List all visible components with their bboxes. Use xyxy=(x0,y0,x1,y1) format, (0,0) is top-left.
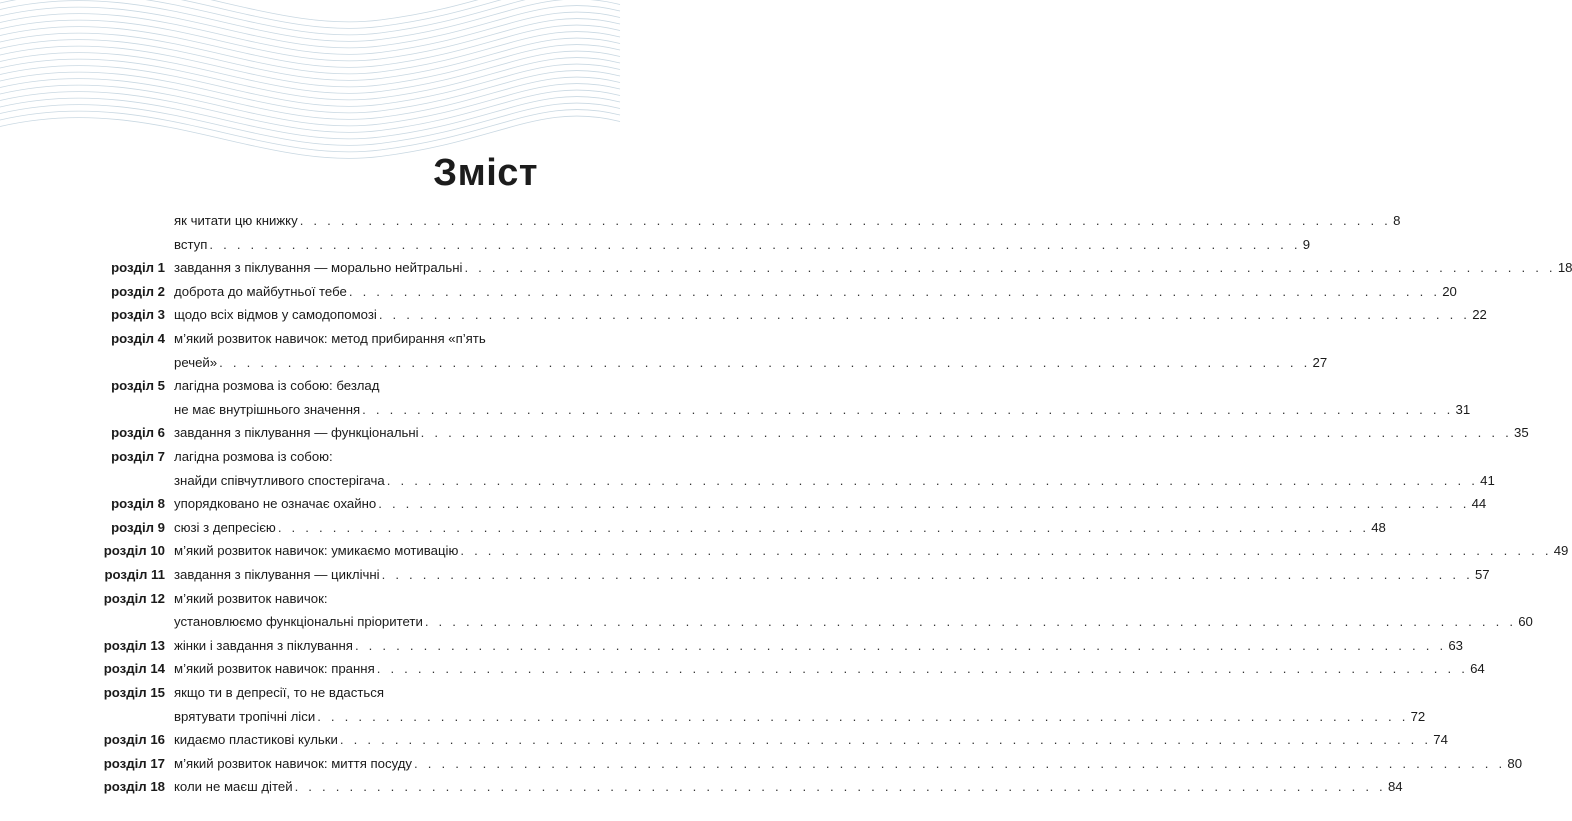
toc-entry-title: щодо всіх відмов у самодопомозі xyxy=(174,307,377,323)
page-number: 72 xyxy=(1410,708,1426,724)
toc-entry-title: сюзі з депресією xyxy=(174,519,276,535)
toc-entry-title: м’який розвиток навичок: миття посуду xyxy=(174,755,413,771)
toc-row xyxy=(0,493,1487,515)
page-number: 22 xyxy=(1472,307,1487,323)
toc-entry-title: якщо ти в депресії, то не вдасться xyxy=(174,685,385,700)
dot-leader: . . . . . . . . . . . . . . . . . . . . . . . . . . . . . . . . . . . . . . . . . . . . . . . . . . . . . . . . . . . . . . . . . . . . . . . . . . . . . . . . xyxy=(339,732,1432,748)
toc-entry-title: як читати цю книжку xyxy=(174,213,298,228)
page-number: 60 xyxy=(1518,614,1533,630)
page-number: 84 xyxy=(1387,779,1403,795)
toc-row xyxy=(0,422,1529,444)
toc-row xyxy=(0,540,1569,562)
dot-leader: . . . . . . . . . . . . . . . . . . . . . . . . . . . . . . . . . . . . . . . . . . . . . . . . . . . . . . . . . . . . . . . . . . . . . . . . . . . . . . . . xyxy=(378,307,1471,323)
chapter-label: розділ 11 xyxy=(104,567,165,582)
dot-leader: . . . . . . . . . . . . . . . . . . . . . . . . . . . . . . . . . . . . . . . . . . . . . . . . . . . . . . . . . . . . . . . . . . . . . . . . . . . . . . . . xyxy=(460,543,1552,559)
dot-leader: . . . . . . . . . . . . . . . . . . . . . . . . . . . . . . . . . . . . . . . . . . . . . . . . . . . . . . . . . . . . . . . . . . . . . . . . . . . . . . . . xyxy=(219,354,1311,370)
chapter-label: розділ 7 xyxy=(111,449,165,464)
wave-line xyxy=(0,110,620,152)
chapter-label: розділ 10 xyxy=(103,543,165,559)
toc-row xyxy=(0,658,1485,680)
toc-entry-title: лагідна розмова із собою: xyxy=(174,449,333,464)
chapter-label: розділ 1 xyxy=(111,260,165,276)
toc-row xyxy=(0,352,1328,374)
dot-leader: . . . . . . . . . . . . . . . . . . . . . . . . . . . . . . . . . . . . . . . . . . . . . . . . . . . . . . . . . . . . . . . . . . . . . . . . . . . . . . . . xyxy=(378,496,1470,512)
toc-row xyxy=(0,470,1495,492)
toc-row xyxy=(0,328,600,350)
page-number: 64 xyxy=(1470,661,1485,677)
chapter-label: розділ 3 xyxy=(111,307,165,323)
wave-line xyxy=(0,103,620,145)
dot-leader: . . . . . . . . . . . . . . . . . . . . . . . . . . . . . . . . . . . . . . . . . . . . . . . . . . . . . . . . . . . . . . . . . . . . . . . . . . . . . . . . xyxy=(294,779,1386,795)
toc-entry-title: завдання з піклування — функціональні xyxy=(174,425,419,441)
chapter-label: розділ 17 xyxy=(103,755,165,771)
wave-lines-decoration xyxy=(0,0,600,240)
toc-entry-title: коли не маєш дітей xyxy=(174,779,293,795)
page-number: 48 xyxy=(1371,519,1386,535)
chapter-label: розділ 8 xyxy=(111,496,165,512)
chapter-label: розділ 6 xyxy=(111,425,165,441)
toc-row xyxy=(0,375,600,397)
toc-row xyxy=(0,234,1311,256)
page-number: 27 xyxy=(1312,354,1328,370)
toc-entry-title: установлюємо функціональні пріоритети xyxy=(174,614,423,630)
page-number: 20 xyxy=(1442,283,1457,299)
page-number: 35 xyxy=(1513,425,1529,441)
chapter-label: розділ 4 xyxy=(111,331,165,346)
chapter-label: розділ 5 xyxy=(111,378,165,394)
chapter-label: розділ 16 xyxy=(103,732,165,748)
dot-leader: . . . . . . . . . . . . . . . . . . . . . . . . . . . . . . . . . . . . . . . . . . . . . . . . . . . . . . . . . . . . . . . . . . . . . . . . . . . . . . . . xyxy=(362,401,1454,417)
toc-row xyxy=(0,257,1572,279)
toc-row xyxy=(0,210,1401,232)
page-title: Зміст xyxy=(433,152,538,194)
toc-entry-title: м’який розвиток навичок: xyxy=(174,590,328,606)
page-number: 44 xyxy=(1471,496,1487,512)
toc-row xyxy=(0,776,1403,798)
dot-leader: . . . . . . . . . . . . . . . . . . . . . . . . . . . . . . . . . . . . . . . . . . . . . . . . . . . . . . . . . . . . . . . . . . . . . . . . . . . . . . . . xyxy=(381,567,1473,582)
page-number: 8 xyxy=(1393,213,1401,228)
toc-row xyxy=(0,706,1426,728)
toc-row xyxy=(0,399,1471,421)
toc-row xyxy=(0,281,1457,303)
dot-leader: . . . . . . . . . . . . . . . . . . . . . . . . . . . . . . . . . . . . . . . . . . . . . . . . . . . . . . . . . . . . . . . . . . . . . . . . . . . . . . . . xyxy=(209,236,1301,252)
dot-leader: . . . . . . . . . . . . . . . . . . . . . . . . . . . . . . . . . . . . . . . . . . . . . . . . . . . . . . . . . . . . . . . . . . . . . . . . . . . . . . . . xyxy=(386,472,1479,488)
dot-leader: . . . . . . . . . . . . . . . . . . . . . . . . . . . . . . . . . . . . . . . . . . . . . . . . . . . . . . . . . . . . . . . . . . . . . . . . . . . . . . . . xyxy=(348,283,1441,299)
toc-row xyxy=(0,304,1487,326)
toc-row xyxy=(0,611,1533,633)
dot-leader: . . . . . . . . . . . . . . . . . . . . . . . . . . . . . . . . . . . . . . . . . . . . . . . . . . . . . . . . . . . . . . . . . . . . . . . . . . . . . . . . xyxy=(299,213,1392,228)
toc-entry-title: речей» xyxy=(174,354,218,370)
page-number: 18 xyxy=(1557,260,1572,276)
toc-entry-title: м’який розвиток навичок: прання xyxy=(174,661,375,677)
toc-entry-title: знайди співчутливого спостерігача xyxy=(174,472,385,488)
dot-leader: . . . . . . . . . . . . . . . . . . . . . . . . . . . . . . . . . . . . . . . . . . . . . . . . . . . . . . . . . . . . . . . . . . . . . . . . . . . . . . . . xyxy=(317,708,1409,724)
toc-entry-title: вступ xyxy=(174,236,208,252)
toc-row xyxy=(0,517,1386,539)
page-number: 80 xyxy=(1507,755,1523,771)
dot-leader: . . . . . . . . . . . . . . . . . . . . . . . . . . . . . . . . . . . . . . . . . . . . . . . . . . . . . . . . . . . . . . . . . . . . . . . . . . . . . . . . xyxy=(277,519,1370,535)
chapter-label: розділ 15 xyxy=(103,685,165,700)
dot-leader: . . . . . . . . . . . . . . . . . . . . . . . . . . . . . . . . . . . . . . . . . . . . . . . . . . . . . . . . . . . . . . . . . . . . . . . . . . . . . . . . xyxy=(414,755,1506,771)
toc-entry-title: м’який розвиток навичок: метод прибирання «п’ять xyxy=(174,331,486,346)
chapter-label: розділ 14 xyxy=(103,661,165,677)
page-number: 49 xyxy=(1553,543,1569,559)
toc-entry-title: кидаємо пластикові кульки xyxy=(174,732,338,748)
toc-row xyxy=(0,588,600,610)
toc-row xyxy=(0,682,600,704)
dot-leader: . . . . . . . . . . . . . . . . . . . . . . . . . . . . . . . . . . . . . . . . . . . . . . . . . . . . . . . . . . . . . . . . . . . . . . . . . . . . . . . . xyxy=(354,637,1447,653)
page-number: 9 xyxy=(1302,236,1311,252)
chapter-label: розділ 12 xyxy=(103,590,165,606)
toc-row xyxy=(0,635,1463,657)
dot-leader: . . . . . . . . . . . . . . . . . . . . . . . . . . . . . . . . . . . . . . . . . . . . . . . . . . . . . . . . . . . . . . . . . . . . . . . . . . . . . . . . xyxy=(464,260,1556,276)
dot-leader: . . . . . . . . . . . . . . . . . . . . . . . . . . . . . . . . . . . . . . . . . . . . . . . . . . . . . . . . . . . . . . . . . . . . . . . . . . . . . . . . xyxy=(424,614,1517,630)
toc-row xyxy=(0,753,1523,775)
wave-line xyxy=(0,0,620,35)
chapter-label: розділ 13 xyxy=(103,637,165,653)
page-number: 63 xyxy=(1448,637,1463,653)
toc-row xyxy=(0,564,1490,586)
page-number: 57 xyxy=(1474,567,1490,582)
toc-row xyxy=(0,729,1448,751)
toc-entry-title: упорядковано не означає охайно xyxy=(174,496,377,512)
toc-row xyxy=(0,446,600,468)
toc-entry-title: завдання з піклування — морально нейтральні xyxy=(174,260,463,276)
page-number: 74 xyxy=(1433,732,1448,748)
chapter-label: розділ 18 xyxy=(103,779,165,795)
toc-entry-title: завдання з піклування — циклічні xyxy=(174,567,380,582)
toc-entry-title: врятувати тропічні ліси xyxy=(174,708,316,724)
chapter-label: розділ 9 xyxy=(111,519,165,535)
toc-entry-title: доброта до майбутньої тебе xyxy=(174,283,347,299)
chapter-label: розділ 2 xyxy=(111,283,165,299)
page-number: 41 xyxy=(1480,472,1495,488)
toc-entry-title: не має внутрішнього значення xyxy=(174,401,361,417)
toc-entry-title: лагідна розмова із собою: безлад xyxy=(174,378,380,394)
toc-entry-title: м’який розвиток навичок: умикаємо мотивацію xyxy=(174,543,459,559)
dot-leader: . . . . . . . . . . . . . . . . . . . . . . . . . . . . . . . . . . . . . . . . . . . . . . . . . . . . . . . . . . . . . . . . . . . . . . . . . . . . . . . . xyxy=(420,425,1512,441)
page-number: 31 xyxy=(1455,401,1471,417)
dot-leader: . . . . . . . . . . . . . . . . . . . . . . . . . . . . . . . . . . . . . . . . . . . . . . . . . . . . . . . . . . . . . . . . . . . . . . . . . . . . . . . . xyxy=(376,661,1469,677)
toc-entry-title: жінки і завдання з піклування xyxy=(174,637,353,653)
